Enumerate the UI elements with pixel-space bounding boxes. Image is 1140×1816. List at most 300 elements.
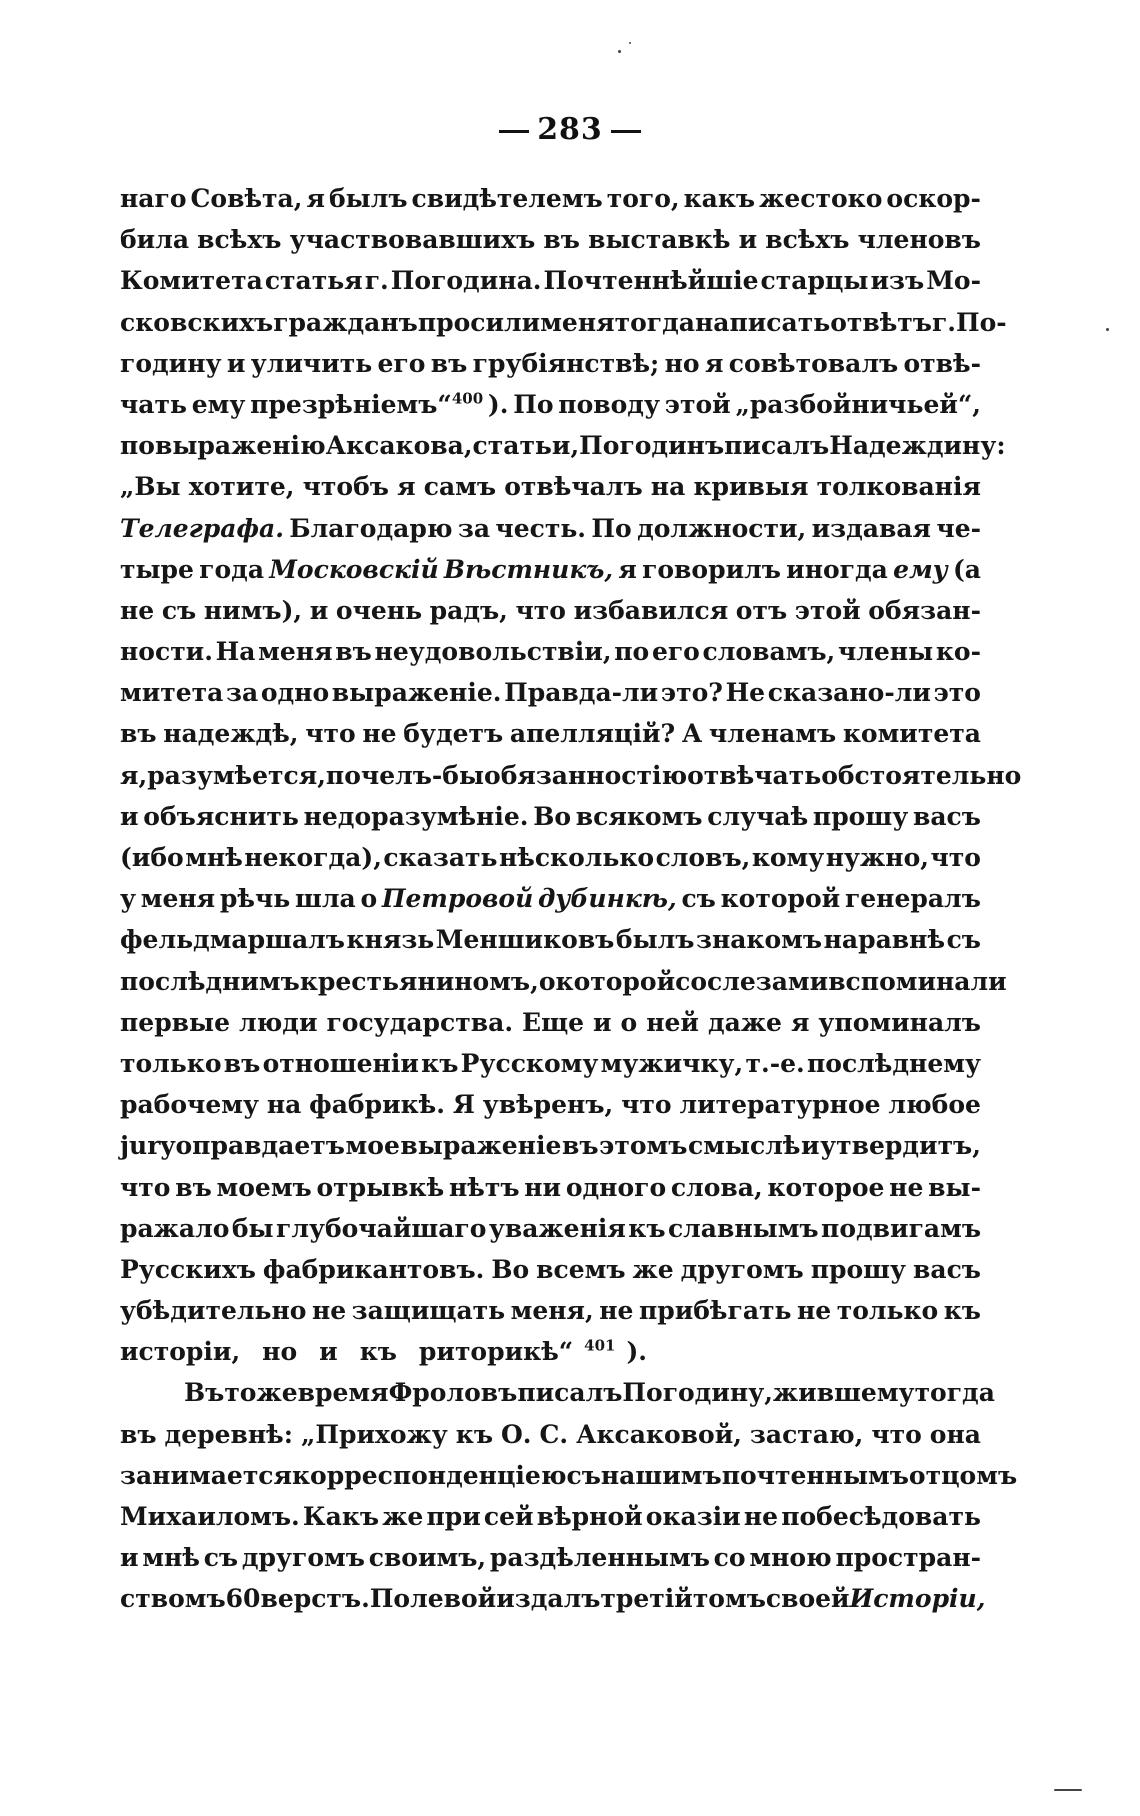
word <box>391 260 542 301</box>
word <box>312 1290 346 1331</box>
word-text: члены <box>837 637 934 667</box>
word <box>651 466 686 507</box>
word-text: томъ <box>692 1584 766 1614</box>
word-text: вы- <box>928 1172 981 1202</box>
word-text: которое <box>767 1172 885 1202</box>
word-text: Русскихъ <box>120 1254 256 1284</box>
word <box>273 302 418 343</box>
word <box>812 508 931 549</box>
text-line <box>120 178 981 219</box>
word <box>696 919 822 960</box>
word-text: меня <box>140 884 216 914</box>
word-text: я <box>618 554 637 584</box>
word-text: побесѣдовать <box>781 1502 981 1531</box>
word <box>871 260 925 301</box>
word-text: меня <box>540 307 615 337</box>
word <box>829 425 1005 466</box>
word-text: меня <box>258 637 333 667</box>
word <box>335 631 372 672</box>
word-text: своимъ, <box>368 1543 487 1573</box>
word-text: 60 <box>225 1584 261 1614</box>
word <box>821 755 1021 796</box>
word-text: къ <box>455 1419 494 1449</box>
word <box>375 631 612 672</box>
word <box>120 1537 139 1578</box>
word <box>362 713 396 754</box>
word-text: обязанностію <box>484 760 688 790</box>
word-text: неудовольствіи, <box>374 637 612 667</box>
word-text: этомъ <box>599 1131 688 1161</box>
word-text: верстъ. <box>260 1584 370 1614</box>
word-text: упоминалъ <box>818 1007 981 1037</box>
print-speck <box>618 50 621 53</box>
word-text: Благодарю <box>289 513 453 543</box>
word <box>319 1331 349 1372</box>
word <box>217 1167 312 1208</box>
word <box>382 878 533 919</box>
word-text: всякомъ <box>575 801 703 831</box>
word-text: Московскій <box>269 554 439 584</box>
word <box>495 508 586 549</box>
word <box>695 302 830 343</box>
word-text: я, <box>120 760 148 790</box>
word <box>309 1084 445 1125</box>
word-text: фабрикантовъ. <box>262 1254 485 1284</box>
word-text: со <box>713 1543 746 1573</box>
word <box>304 796 529 837</box>
word-text: фельдмаршалъ <box>120 925 345 955</box>
word-text: со <box>675 966 708 996</box>
word <box>265 260 363 301</box>
word <box>871 1414 921 1455</box>
word-text: Исторіи, <box>849 1584 986 1614</box>
text-line <box>120 1578 986 1619</box>
word <box>621 1084 671 1125</box>
word-text: какъ <box>683 184 756 213</box>
word-text: оправдаетъ <box>175 1131 345 1161</box>
word-text: По <box>591 513 632 543</box>
word <box>189 466 295 507</box>
word <box>421 1043 458 1084</box>
word-text: жившему <box>772 1378 915 1408</box>
word <box>120 1167 170 1208</box>
word <box>739 219 758 260</box>
word <box>336 590 422 631</box>
print-speck <box>1054 1789 1082 1791</box>
word-text: хотите, <box>188 472 295 502</box>
word-text: толкованія <box>816 472 981 502</box>
word <box>824 919 945 960</box>
word-text: иногда <box>786 554 888 584</box>
word-text: тогда <box>914 1378 995 1408</box>
word <box>310 590 329 631</box>
word-text: только <box>836 1296 939 1326</box>
word-text: членовъ <box>857 225 981 255</box>
word-text: Меншиковъ <box>435 925 615 955</box>
word-text: за <box>226 678 259 708</box>
word <box>329 178 408 219</box>
word-text: корреспонденціею <box>292 1460 567 1490</box>
word <box>791 1002 809 1043</box>
word <box>600 1578 692 1619</box>
word-text: не <box>599 1296 634 1326</box>
word <box>263 1249 484 1290</box>
body-text <box>120 178 1022 1620</box>
word-text: Комитета <box>120 266 263 296</box>
word-text: комитета <box>842 719 981 749</box>
word <box>175 1167 212 1208</box>
word <box>837 1290 939 1331</box>
word <box>120 219 189 260</box>
word-text: отношеніи <box>262 1048 419 1078</box>
word <box>397 466 415 507</box>
word <box>120 508 284 549</box>
word <box>953 549 981 590</box>
word <box>141 878 215 919</box>
word <box>593 1002 612 1043</box>
word-text: ). <box>626 1337 648 1367</box>
word-text: князь <box>346 925 435 955</box>
word <box>601 1043 744 1084</box>
word <box>453 1084 475 1125</box>
word <box>263 1043 419 1084</box>
word <box>120 260 263 301</box>
word-text: грубіянствѣ; <box>472 348 660 378</box>
word-text: и <box>593 1007 612 1037</box>
word <box>888 1084 981 1125</box>
word-text: утвердитъ, <box>820 1131 981 1161</box>
word-text: Правда-ли <box>504 678 659 708</box>
word <box>360 1331 408 1372</box>
word-text: свидѣтелемъ <box>411 184 603 213</box>
word-text: славнымъ <box>667 1213 819 1243</box>
word <box>192 384 246 425</box>
word-text: выставкѣ <box>588 225 731 255</box>
word-text: „разбойничьей“, <box>735 389 981 419</box>
word-text: статья <box>264 266 363 296</box>
word-text: мое <box>345 1131 400 1161</box>
word-text: „Прихожу <box>300 1419 448 1449</box>
page-number-value: 283 <box>537 112 603 147</box>
word <box>668 1208 819 1249</box>
word <box>226 1578 261 1619</box>
word <box>120 1496 300 1537</box>
word-text: увѣренъ, <box>482 1090 614 1120</box>
word <box>143 796 299 837</box>
word-text: изъ <box>870 266 925 296</box>
word <box>185 837 243 878</box>
word-text: это? <box>660 678 723 708</box>
word-text: самъ <box>423 472 497 502</box>
word <box>484 1496 534 1537</box>
word-text: обстоятельно <box>821 760 1022 790</box>
word-text: выраженіе <box>400 1131 562 1161</box>
word-text: послѣднему <box>806 1048 981 1078</box>
word-text: простран- <box>835 1543 981 1573</box>
word <box>693 1578 766 1619</box>
word-text: оскор- <box>886 184 981 213</box>
word-text: одного <box>565 1172 667 1202</box>
word-text: нѣсколько <box>498 843 655 872</box>
word-text: всѣхъ <box>197 225 282 255</box>
word <box>449 1167 520 1208</box>
word <box>120 713 157 754</box>
text-line <box>120 508 981 549</box>
word <box>930 1414 981 1455</box>
word <box>539 1414 568 1455</box>
word-text: къ <box>359 1337 397 1367</box>
word-text: что <box>871 1419 922 1449</box>
word-text: просили <box>417 307 541 337</box>
word-text: кривыя <box>693 472 809 502</box>
word <box>326 425 473 466</box>
word-text: вѣрной <box>536 1502 643 1531</box>
word-text: ствомъ <box>120 1584 226 1614</box>
word <box>807 1043 981 1084</box>
word <box>626 1331 658 1372</box>
word-text: Я <box>452 1090 475 1120</box>
text-line <box>120 1414 981 1455</box>
word <box>239 1002 317 1043</box>
word-text: застаю, <box>749 1419 864 1449</box>
word-text: о <box>620 1007 638 1037</box>
word-text: и <box>309 595 329 625</box>
word <box>893 549 948 590</box>
word-text: одно <box>260 678 330 708</box>
text-line <box>120 1537 981 1578</box>
word <box>913 1249 981 1290</box>
word-text: Фроловъ <box>388 1378 518 1408</box>
word <box>120 1208 229 1249</box>
word-text: прибѣгать <box>638 1296 792 1326</box>
word <box>162 590 196 631</box>
word-text: что <box>120 1172 171 1202</box>
text-line <box>120 1496 981 1537</box>
word-text: нимъ), <box>203 595 303 625</box>
text-line <box>120 1043 981 1084</box>
word <box>591 508 631 549</box>
word-text: Телеграфа. <box>120 513 284 543</box>
word <box>588 219 730 260</box>
word-text: ему <box>893 554 948 584</box>
word-text: я <box>397 472 416 502</box>
word <box>708 1002 782 1043</box>
word <box>661 672 723 713</box>
word <box>347 919 435 960</box>
word <box>426 1496 480 1537</box>
word <box>261 672 329 713</box>
word <box>300 961 539 1002</box>
word <box>646 1002 699 1043</box>
word <box>558 384 660 425</box>
word-text: крестьяниномъ, <box>299 966 539 996</box>
word <box>412 178 603 219</box>
word <box>562 1125 599 1166</box>
word <box>705 343 723 384</box>
word <box>295 878 356 919</box>
word <box>750 1414 863 1455</box>
word-text: гражданъ <box>273 307 418 337</box>
word-text: наго <box>120 184 187 213</box>
word-text: что <box>305 719 356 749</box>
word <box>681 1249 804 1290</box>
word-text: Во <box>491 1254 530 1284</box>
word-text: ему <box>191 389 246 419</box>
word <box>444 549 613 590</box>
word <box>511 1290 594 1331</box>
word <box>801 1125 820 1166</box>
word <box>566 1167 666 1208</box>
word-text: деревнѣ: <box>164 1419 293 1449</box>
word <box>639 1290 792 1331</box>
word <box>599 1125 687 1166</box>
word <box>936 508 981 549</box>
word-text: словъ, <box>655 843 751 872</box>
word-text: прошу <box>810 1254 907 1284</box>
word-text: меня, <box>510 1296 594 1326</box>
word <box>306 178 324 219</box>
word <box>516 590 566 631</box>
word <box>818 1002 981 1043</box>
word-text: честь. <box>495 513 586 543</box>
word-text: Русскому <box>460 1048 599 1078</box>
word <box>389 1372 518 1413</box>
word-text: въ <box>335 637 372 667</box>
word <box>795 590 861 631</box>
text-line <box>120 1002 981 1043</box>
word-text: въ <box>120 1419 157 1449</box>
word <box>729 343 898 384</box>
word-text: не <box>311 1296 347 1326</box>
word-text: сей <box>483 1502 534 1531</box>
word-text: недоразумѣніе. <box>303 801 529 831</box>
text-line <box>120 755 1022 796</box>
word <box>484 755 687 796</box>
word-text: тогда <box>614 307 695 337</box>
word-text: смыслѣ <box>687 1131 801 1161</box>
word-text: не <box>743 1502 779 1531</box>
word-text: о <box>360 884 378 914</box>
text-line <box>120 837 981 878</box>
word <box>120 178 187 219</box>
word-text: сказано-ли <box>767 678 931 708</box>
word <box>679 1084 880 1125</box>
word-text: этой <box>664 389 731 419</box>
page-number <box>0 112 1140 147</box>
word <box>120 1002 230 1043</box>
word-text: въ <box>543 225 580 255</box>
word-text: только <box>120 1048 222 1078</box>
word <box>621 1002 638 1043</box>
word <box>566 1455 600 1496</box>
word-text: старцы <box>760 266 869 296</box>
word-text: „Вы <box>120 472 181 502</box>
word-text: въ <box>120 719 157 749</box>
word <box>850 1578 986 1619</box>
word <box>147 755 326 796</box>
word <box>703 631 836 672</box>
word-text: поводу <box>558 389 660 419</box>
word-text: митета <box>120 678 224 708</box>
text-line <box>120 1208 981 1249</box>
word <box>797 1290 831 1331</box>
word-text: слова, <box>670 1172 763 1202</box>
word-text: оказіи <box>645 1502 741 1531</box>
word <box>504 672 658 713</box>
word <box>858 219 981 260</box>
word-text: съ <box>566 1460 601 1490</box>
word-text: что <box>930 843 981 872</box>
word-text: нашимъ <box>600 1460 722 1490</box>
word-text: отъ <box>735 595 788 625</box>
word-text: сказать <box>383 843 498 872</box>
word-text: ). <box>487 389 509 419</box>
word-text: статьи, <box>472 431 580 461</box>
word-text: по <box>614 637 650 667</box>
word <box>120 837 184 878</box>
word-text: и <box>800 1131 820 1161</box>
word <box>242 1537 365 1578</box>
word <box>688 1125 800 1166</box>
word-text: ни <box>524 1172 562 1202</box>
word <box>735 384 981 425</box>
word-text: которой <box>555 966 676 996</box>
word-text: которой <box>720 884 841 914</box>
word-text: не <box>362 719 397 749</box>
word-text: Вѣстникъ, <box>443 554 614 584</box>
word <box>524 1167 561 1208</box>
print-speck <box>629 42 631 44</box>
word-text: jury <box>120 1131 175 1161</box>
text-line <box>120 1372 995 1413</box>
word <box>759 178 882 219</box>
word-text: я <box>790 1007 810 1037</box>
word-text: нѣтъ <box>448 1172 520 1202</box>
word <box>267 1084 302 1125</box>
word-text: въ <box>223 1048 261 1078</box>
word <box>301 1414 448 1455</box>
word <box>616 919 695 960</box>
word-text: Почтеннѣйшіе <box>543 266 759 296</box>
word <box>682 713 702 754</box>
text-line <box>120 1125 981 1166</box>
word-text: на <box>266 1090 302 1120</box>
word-text: васъ <box>913 1254 981 1284</box>
word-text: объяснить <box>143 801 299 831</box>
word <box>430 590 508 631</box>
word <box>473 425 580 466</box>
word-text: выраженію <box>154 431 326 461</box>
word <box>684 178 755 219</box>
word <box>637 508 806 549</box>
word <box>913 796 981 837</box>
word-text: риторикѣ“ <box>418 1337 574 1367</box>
word-text: совѣтовалъ <box>728 348 899 378</box>
word <box>693 466 808 507</box>
word <box>199 549 264 590</box>
word-text: обязан- <box>868 595 981 625</box>
word-text: за <box>457 513 491 543</box>
word <box>504 466 642 507</box>
word-text: отвѣчалъ <box>504 472 643 502</box>
word-text: первые <box>120 1007 231 1037</box>
word-text: не <box>120 595 155 625</box>
word <box>766 1578 850 1619</box>
word <box>768 672 931 713</box>
word-text: къ <box>421 1048 459 1078</box>
word <box>633 1249 674 1290</box>
word <box>556 961 676 1002</box>
